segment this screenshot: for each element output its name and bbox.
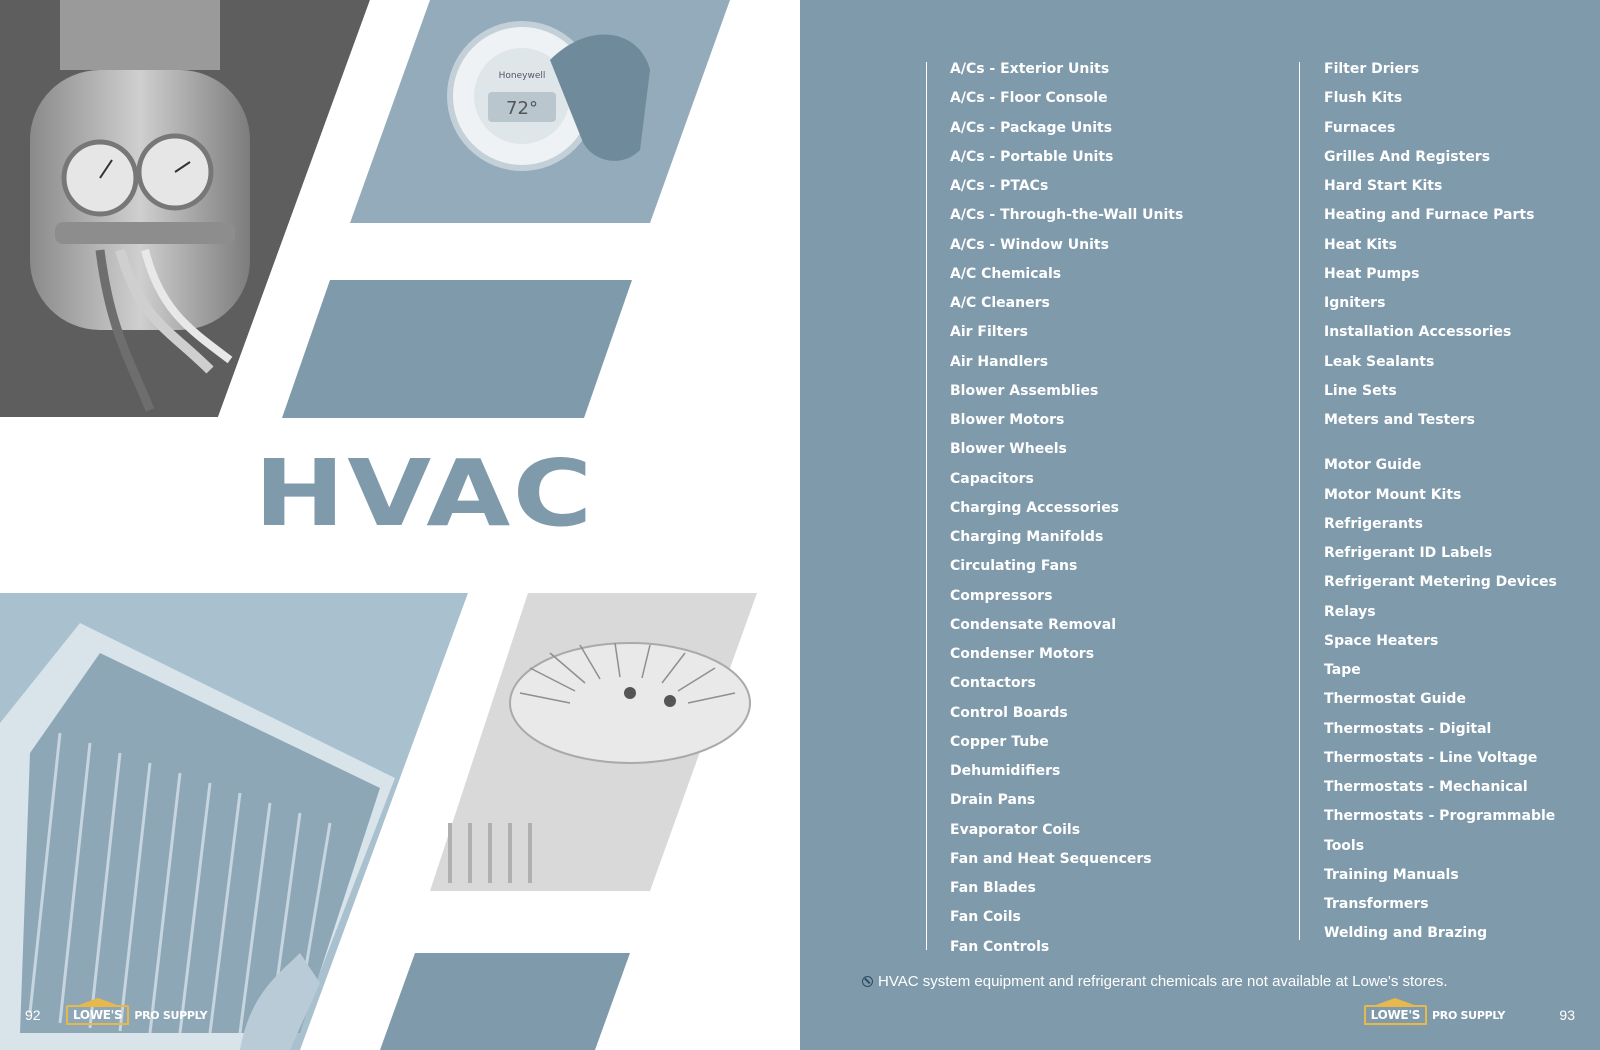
lowes-logo-mark: LOWE'S bbox=[1364, 1005, 1427, 1025]
index-label: Thermostats - Programmable bbox=[1324, 808, 1556, 825]
index-label: Refrigerant Metering Devices bbox=[1324, 574, 1557, 591]
left-page-number: 92 bbox=[25, 1007, 41, 1023]
index-label: Dehumidifiers bbox=[950, 763, 1061, 779]
index-label: Tape bbox=[1324, 662, 1361, 678]
index-label: A/Cs - PTACs bbox=[950, 178, 1049, 194]
index-label: Igniters bbox=[1324, 295, 1386, 311]
index-label: A/Cs - Floor Console bbox=[950, 90, 1108, 107]
index-label: Heat Pumps bbox=[1324, 265, 1420, 282]
index-label: Charging Manifolds bbox=[950, 529, 1104, 545]
index-label: Control Boards bbox=[950, 704, 1068, 721]
index-label: A/Cs - Package Units bbox=[950, 119, 1113, 136]
blue-accent-shape-bottom bbox=[380, 953, 640, 1050]
index-label: Blower Motors bbox=[950, 412, 1065, 428]
index-label: Blower Assemblies bbox=[950, 382, 1099, 399]
condenser-fan-photo bbox=[430, 593, 760, 893]
right-page-number: 93 bbox=[1559, 1007, 1575, 1023]
index-label: Drain Pans bbox=[950, 792, 1036, 809]
index-label: Capacitors bbox=[950, 470, 1034, 487]
index-label: A/C Chemicals bbox=[950, 265, 1062, 282]
index-label: Heat Kits bbox=[1324, 236, 1397, 253]
page-title: HVAC bbox=[254, 440, 595, 547]
index-label: Relays bbox=[1324, 603, 1376, 620]
pro-supply-text: PRO SUPPLY bbox=[1432, 1008, 1505, 1022]
index-label: Furnaces bbox=[1324, 119, 1396, 136]
right-page bbox=[800, 0, 1600, 1050]
index-label: Refrigerant ID Labels bbox=[1324, 545, 1493, 561]
index-label: Fan Blades bbox=[950, 880, 1036, 896]
left-column-divider bbox=[926, 62, 927, 950]
index-label: Training Manuals bbox=[1324, 866, 1459, 883]
index-label: Hard Start Kits bbox=[1324, 178, 1443, 194]
index-label: Circulating Fans bbox=[950, 558, 1078, 575]
index-label: Copper Tube bbox=[950, 733, 1049, 750]
index-label: Installation Accessories bbox=[1324, 324, 1512, 341]
index-label: Tools bbox=[1324, 837, 1365, 854]
index-label: Evaporator Coils bbox=[950, 821, 1081, 838]
index-label: A/C Cleaners bbox=[950, 295, 1050, 311]
index-label: Blower Wheels bbox=[950, 441, 1067, 458]
index-label: Motor Mount Kits bbox=[1324, 486, 1462, 503]
no-symbol-icon bbox=[862, 976, 873, 987]
index-label: Fan Controls bbox=[950, 938, 1050, 955]
index-label: Condensate Removal bbox=[950, 616, 1117, 633]
blue-accent-shape bbox=[282, 280, 632, 420]
index-label: Compressors bbox=[950, 587, 1053, 604]
index-label: Thermostats - Digital bbox=[1324, 720, 1492, 737]
index-label: Leak Sealants bbox=[1324, 353, 1435, 370]
index-label: Flush Kits bbox=[1324, 90, 1403, 107]
thermostat-photo bbox=[350, 0, 730, 225]
index-label: Charging Accessories bbox=[950, 499, 1120, 516]
index-label: Thermostats - Line Voltage bbox=[1324, 749, 1538, 766]
svg-text:72°: 72° bbox=[506, 98, 538, 119]
index-label: Refrigerants bbox=[1324, 515, 1423, 532]
footnote-text: HVAC system equipment and refrigerant chemicals are not available at Lowe's stores. bbox=[878, 973, 1448, 990]
index-label: Thermostat Guide bbox=[1324, 691, 1466, 708]
footnote bbox=[862, 973, 1448, 990]
index-label: Transformers bbox=[1324, 896, 1429, 912]
index-label: Heating and Furnace Parts bbox=[1324, 207, 1535, 224]
index-label: A/Cs - Portable Units bbox=[950, 148, 1114, 165]
index-label: Motor Guide bbox=[1324, 457, 1422, 474]
index-label: A/Cs - Exterior Units bbox=[950, 61, 1110, 77]
index-label: Welding and Brazing bbox=[1324, 925, 1488, 942]
lowes-pro-supply-logo-right bbox=[1364, 1004, 1505, 1026]
index-label: Contactors bbox=[950, 675, 1036, 692]
index-label: Filter Driers bbox=[1324, 61, 1420, 77]
lowes-logo-mark: LOWE'S bbox=[66, 1005, 129, 1025]
right-column-divider bbox=[1299, 62, 1300, 940]
svg-text:Honeywell: Honeywell bbox=[498, 71, 546, 81]
index-label: A/Cs - Through-the-Wall Units bbox=[950, 207, 1184, 224]
index-label: Condenser Motors bbox=[950, 646, 1095, 662]
index-label: Line Sets bbox=[1324, 382, 1397, 399]
index-label: Fan Coils bbox=[950, 909, 1021, 926]
index-label: Meters and Testers bbox=[1324, 412, 1475, 428]
index-label: A/Cs - Window Units bbox=[950, 236, 1109, 253]
pro-supply-text: PRO SUPPLY bbox=[134, 1008, 208, 1022]
index-label: Fan and Heat Sequencers bbox=[950, 850, 1152, 867]
index-label: Thermostats - Mechanical bbox=[1324, 779, 1528, 795]
index-label: Grilles And Registers bbox=[1324, 148, 1491, 165]
index-label: Air Handlers bbox=[950, 353, 1049, 370]
index-label: Space Heaters bbox=[1324, 632, 1439, 649]
index-label: Air Filters bbox=[950, 324, 1028, 341]
lowes-pro-supply-logo bbox=[66, 1004, 207, 1026]
